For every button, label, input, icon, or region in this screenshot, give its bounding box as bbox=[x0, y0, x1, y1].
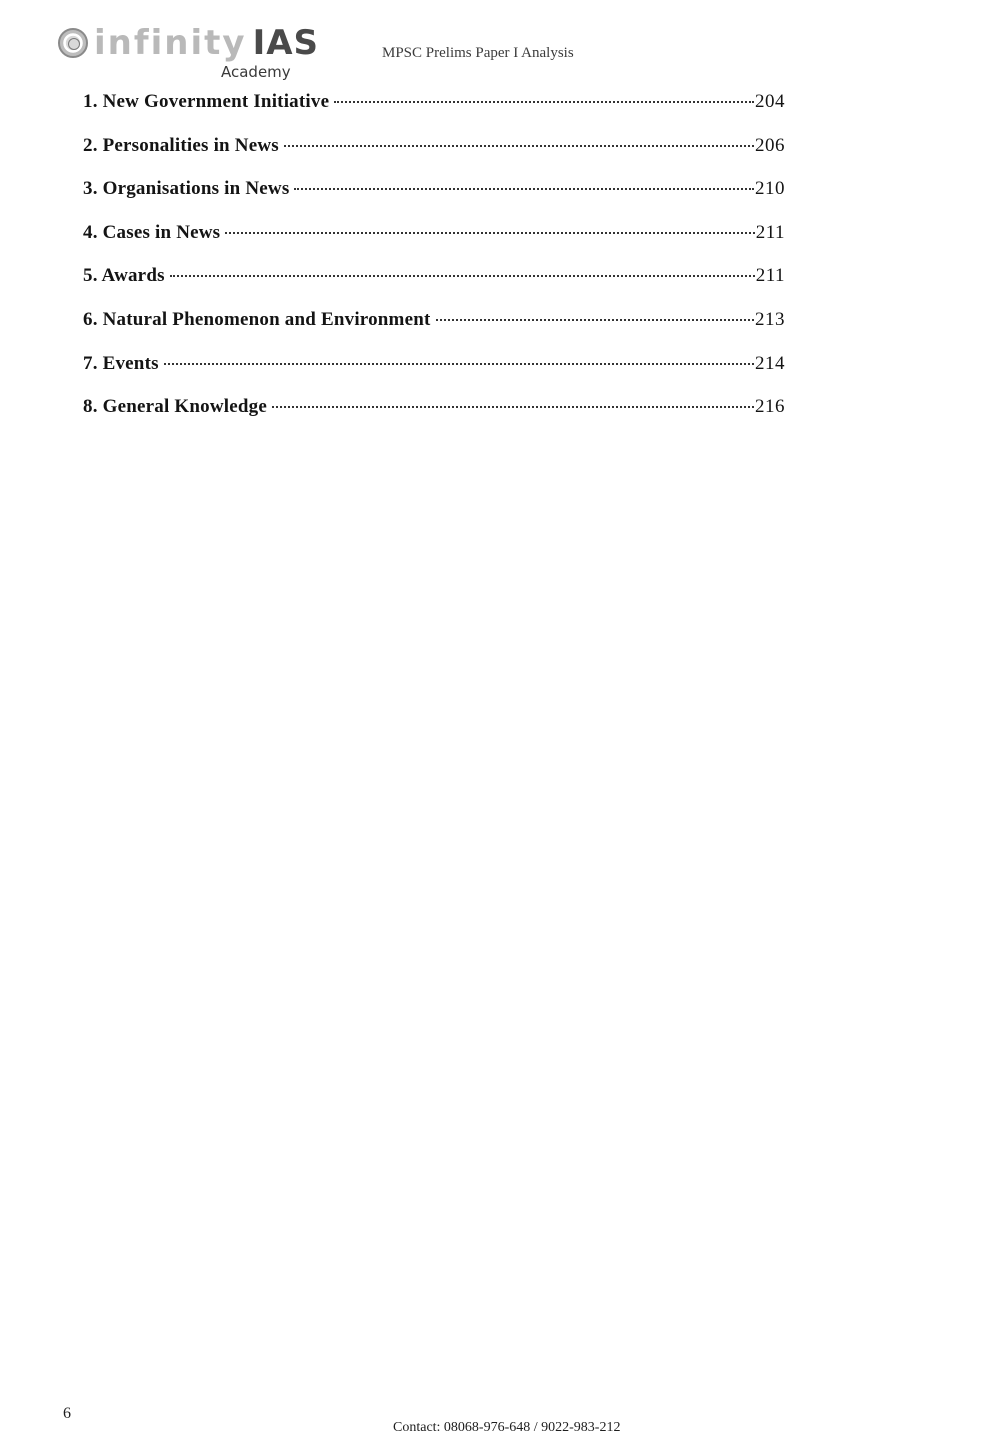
toc-entry-page: 213 bbox=[755, 308, 785, 330]
toc-entry[interactable] bbox=[83, 350, 785, 394]
toc-entry-title: 7. Events bbox=[83, 352, 159, 374]
toc-dot-leader bbox=[284, 145, 754, 147]
toc-entry-page: 214 bbox=[755, 352, 785, 374]
toc-dot-leader bbox=[436, 319, 754, 321]
toc-entry-title: 1. New Government Initiative bbox=[83, 91, 330, 112]
footer-contact: Contact: 08068-976-648 / 9022-983-212 bbox=[393, 1420, 621, 1435]
toc-entry-page: 204 bbox=[755, 91, 785, 112]
academy-logo bbox=[58, 22, 320, 84]
logo-name: infinity bbox=[94, 23, 247, 63]
toc-entry-title: 4. Cases in News bbox=[83, 221, 221, 243]
toc-entry-page: 211 bbox=[755, 221, 785, 243]
logo-subtitle: Academy bbox=[221, 63, 291, 81]
toc-entry[interactable] bbox=[83, 393, 785, 437]
toc-entry-title: 8. General Knowledge bbox=[83, 396, 267, 418]
toc-entry[interactable] bbox=[83, 132, 785, 176]
toc-dot-leader bbox=[294, 188, 754, 190]
toc-dot-leader bbox=[225, 232, 754, 234]
document-header-title: MPSC Prelims Paper I Analysis bbox=[382, 45, 574, 61]
toc-entry-title: 5. Awards bbox=[83, 265, 165, 287]
toc-dot-leader bbox=[272, 406, 754, 408]
toc-entry-page: 206 bbox=[755, 134, 785, 156]
toc-entry-page: 216 bbox=[755, 396, 785, 418]
toc-dot-leader bbox=[334, 101, 754, 103]
toc-entry[interactable] bbox=[83, 175, 785, 219]
toc-entry[interactable] bbox=[83, 219, 785, 263]
logo-wordmark bbox=[94, 22, 319, 64]
academy-seal-icon bbox=[58, 28, 88, 58]
table-of-contents bbox=[83, 88, 785, 437]
toc-dot-leader bbox=[164, 363, 754, 365]
toc-entry[interactable] bbox=[83, 306, 785, 350]
toc-entry[interactable] bbox=[83, 88, 785, 132]
toc-entry-title: 3. Organisations in News bbox=[83, 178, 290, 200]
toc-entry-title: 2. Personalities in News bbox=[83, 134, 279, 156]
logo-suffix: IAS bbox=[252, 23, 320, 63]
toc-entry-page: 211 bbox=[755, 265, 785, 287]
toc-dot-leader bbox=[170, 275, 755, 277]
page-number: 6 bbox=[63, 1405, 71, 1422]
toc-entry-page: 210 bbox=[755, 178, 785, 200]
toc-entry[interactable] bbox=[83, 262, 785, 306]
toc-entry-title: 6. Natural Phenomenon and Environment bbox=[83, 308, 431, 330]
